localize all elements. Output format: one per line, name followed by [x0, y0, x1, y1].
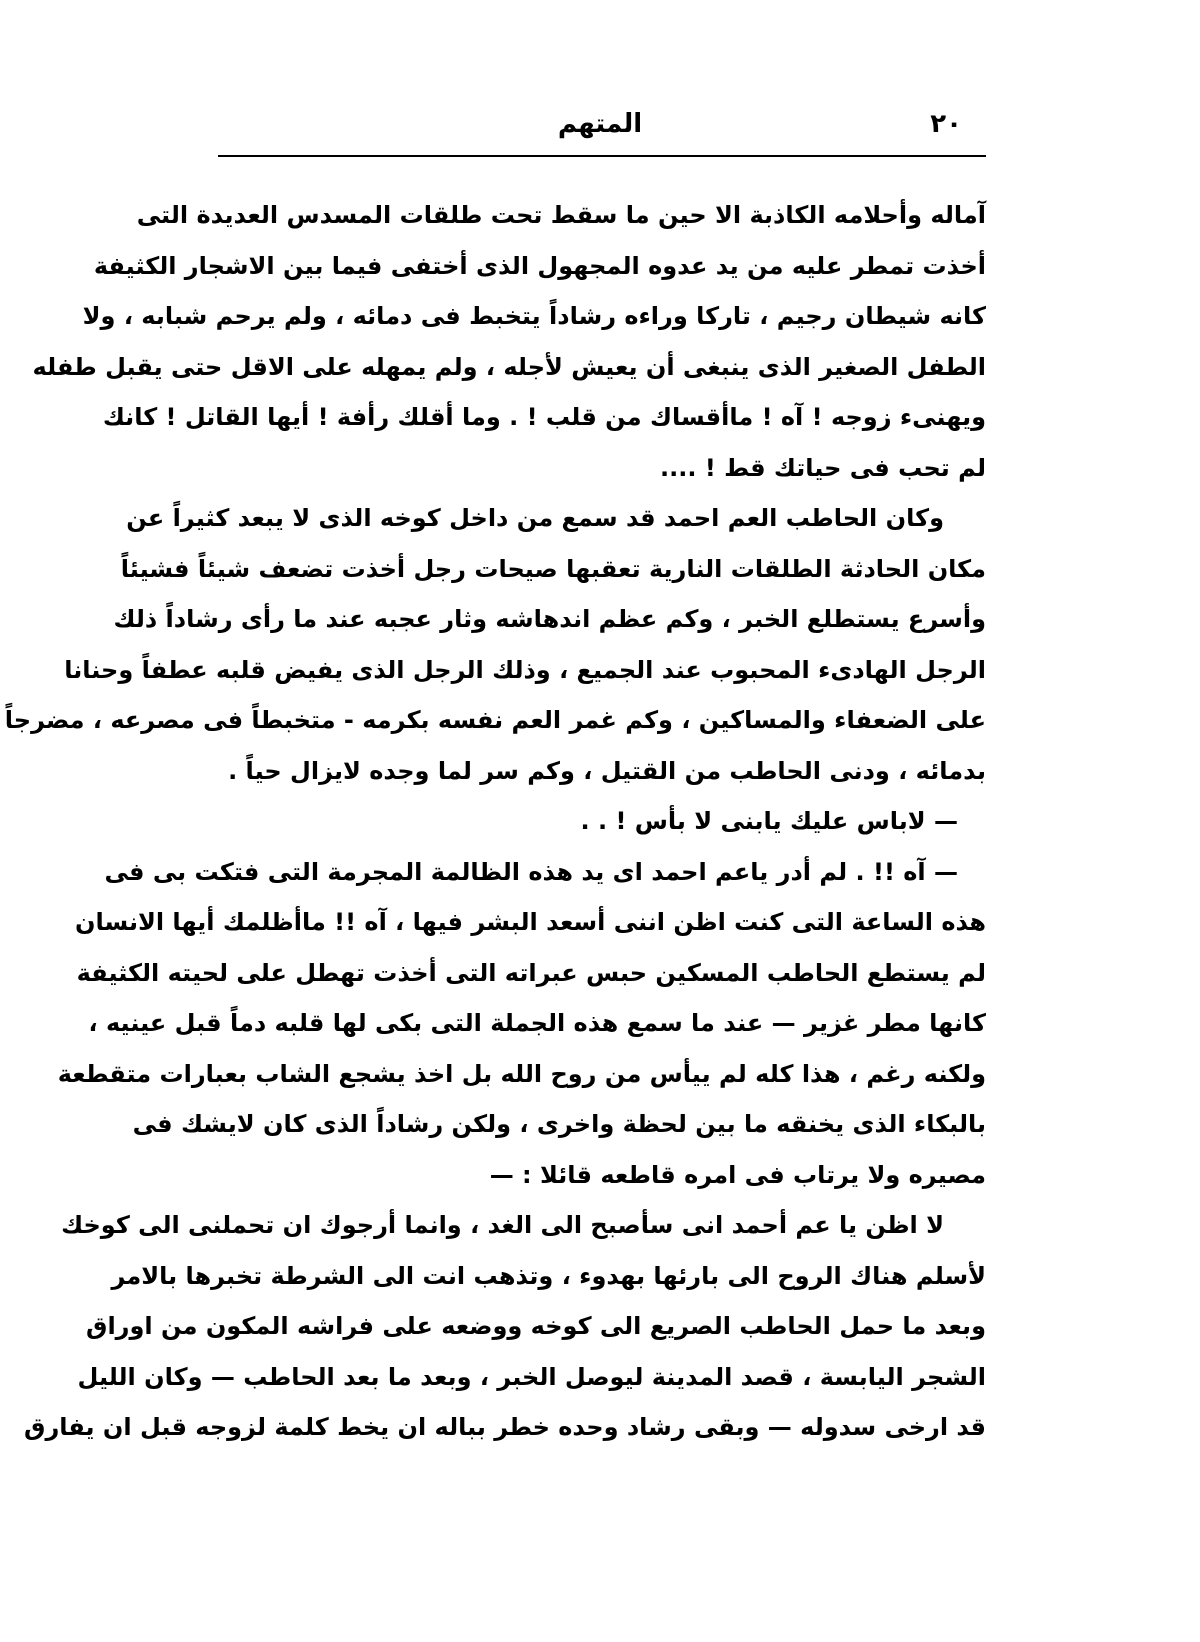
- text-line: الطفل الصغير الذى ينبغى أن يعيش لأجله ، ولم يمهله على الاقل حتى يقبل طفله: [32, 352, 986, 381]
- text-line: وكان الحاطب العم احمد قد سمع من داخل كوخه الذى لا يبعد كثيراً عن: [126, 504, 944, 532]
- text-line: لأسلم هناك الروح الى بارئها بهدوء ، وتذهب انت الى الشرطة تخبرها بالامر: [111, 1261, 986, 1290]
- text-line: ولكنه رغم ، هذا كله لم ييأس من روح الله بل اخذ يشجع الشاب بعبارات متقطعة: [57, 1059, 986, 1088]
- body-text: [4, 190, 986, 1453]
- text-line: لم يستطع الحاطب المسكين حبس عبراته التى أخذت تهطل على لحيته الكثيفة: [76, 958, 986, 987]
- header-rule: [218, 155, 986, 157]
- text-line: آماله وأحلامه الكاذبة الا حين ما سقط تحت طلقات المسدس العديدة التى: [136, 201, 986, 229]
- text-line: وأسرع يستطلع الخبر ، وكم عظم اندهاشه وثار عجبه عند ما رأى رشاداً ذلك: [113, 605, 986, 633]
- text-line: وبعد ما حمل الحاطب الصريع الى كوخه ووضعه على فراشه المكون من اوراق: [86, 1312, 986, 1340]
- page-header: [214, 100, 986, 148]
- text-line: — لاباس عليك يابنى لا بأس ! . .: [580, 807, 958, 835]
- text-line: الشجر اليابسة ، قصد المدينة ليوصل الخبر ، وبعد ما بعد الحاطب — وكان الليل: [77, 1362, 986, 1391]
- text-line: لم تحب فى حياتك قط ! ....: [660, 453, 986, 482]
- text-line: لا اظن يا عم أحمد انى سأصبح الى الغد ، وانما أرجوك ان تحملنى الى كوخك: [61, 1211, 944, 1239]
- text-line: الرجل الهادىء المحبوب عند الجميع ، وذلك الرجل الذى يفيض قلبه عطفاً وحنانا: [64, 655, 986, 684]
- text-line: بدمائه ، ودنى الحاطب من القتيل ، وكم سر لما وجده لايزال حياً .: [228, 756, 986, 785]
- text-line: — آه !! . لم أدر ياعم احمد اى يد هذه الظالمة المجرمة التى فتكت بى فى: [104, 857, 958, 886]
- page-number: ٢٠: [930, 109, 962, 139]
- text-line: مصيره ولا يرتاب فى امره قاطعه قائلا : —: [489, 1160, 986, 1189]
- text-line: قد ارخى سدوله — وبقى رشاد وحده خطر بباله ان يخط كلمة لزوجه قبل ان يفارق: [24, 1413, 986, 1441]
- text-line: هذه الساعة التى كنت اظن اننى أسعد البشر فيها ، آه !! ماأظلمك أيها الانسان: [75, 908, 986, 936]
- text-line: على الضعفاء والمساكين ، وكم غمر العم نفسه بكرمه - متخبطاً فى مصرعه ، مضرجاً: [4, 706, 986, 734]
- text-line: مكان الحادثة الطلقات النارية تعقبها صيحات رجل أخذت تضعف شيئاً فشيئاً: [120, 554, 986, 583]
- text-line: بالبكاء الذى يخنقه ما بين لحظة واخرى ، ولكن رشاداً الذى كان لايشك فى: [132, 1110, 986, 1138]
- text-line: أخذت تمطر عليه من يد عدوه المجهول الذى أختفى فيما بين الاشجار الكثيفة: [93, 251, 986, 280]
- text-line: كانه شيطان رجيم ، تاركا وراءه رشاداً يتخبط فى دمائه ، ولم يرحم شبابه ، ولا: [82, 302, 986, 330]
- running-title: المتهم: [557, 109, 643, 139]
- text-line: ويهنىء زوجه ! آه ! ماأقساك من قلب ! . وما أقلك رأفة ! أيها القاتل ! كانك: [102, 403, 986, 431]
- text-line: كانها مطر غزير — عند ما سمع هذه الجملة التى بكى لها قلبه دماً قبل عينيه ،: [88, 1009, 986, 1037]
